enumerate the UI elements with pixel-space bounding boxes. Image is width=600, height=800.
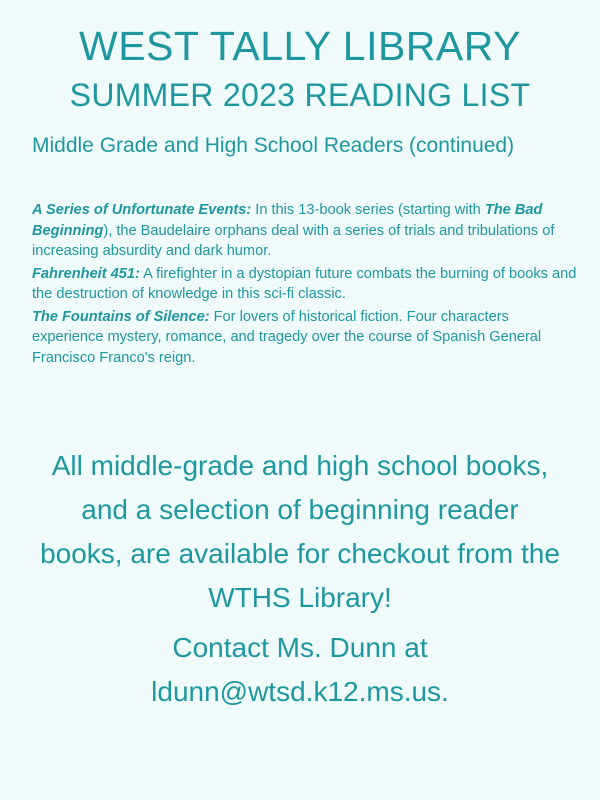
book-title: A Series of Unfortunate Events: (32, 202, 252, 218)
section-heading: Middle Grade and High School Readers (continued) (32, 134, 515, 157)
book-list (32, 200, 577, 370)
book-entry-fountains-of-silence (32, 307, 577, 369)
book-entry-fahrenheit-451 (32, 264, 577, 305)
book-title: Fahrenheit 451: (32, 265, 140, 282)
contact-line: Contact Ms. Dunn at (172, 632, 428, 663)
book-description: A firefighter in a dystopian future combats the burning of books and the destruction of knowledge in this sci-fi classic. (32, 265, 577, 302)
contact-email[interactable]: ldunn@wtsd.k12.ms.us. (151, 676, 449, 707)
book-description: In this 13-book series (starting with (251, 202, 485, 218)
book-description: For lovers of historical fiction. Four characters experience mystery, romance, and tragedy over the course of Spanish General Francisco Franco's reign. (32, 308, 542, 366)
book-description-continued: ), the Baudelaire orphans deal with a series of trials and tribulations of increasing absurdity and dark humor. (32, 222, 555, 259)
book-entry-series-of-unfortunate-events (32, 200, 577, 262)
book-title: The Fountains of Silence: (32, 308, 210, 325)
library-title: WEST TALLY LIBRARY (79, 23, 521, 69)
reading-list-subtitle: SUMMER 2023 READING LIST (69, 77, 531, 113)
book-inline-title: The Bad Beginning (32, 202, 543, 239)
availability-notice: All middle-grade and high school books, and a selection of beginning reader books, are available for checkout from the WTHS Library! (40, 450, 560, 613)
contact-info (40, 626, 560, 714)
